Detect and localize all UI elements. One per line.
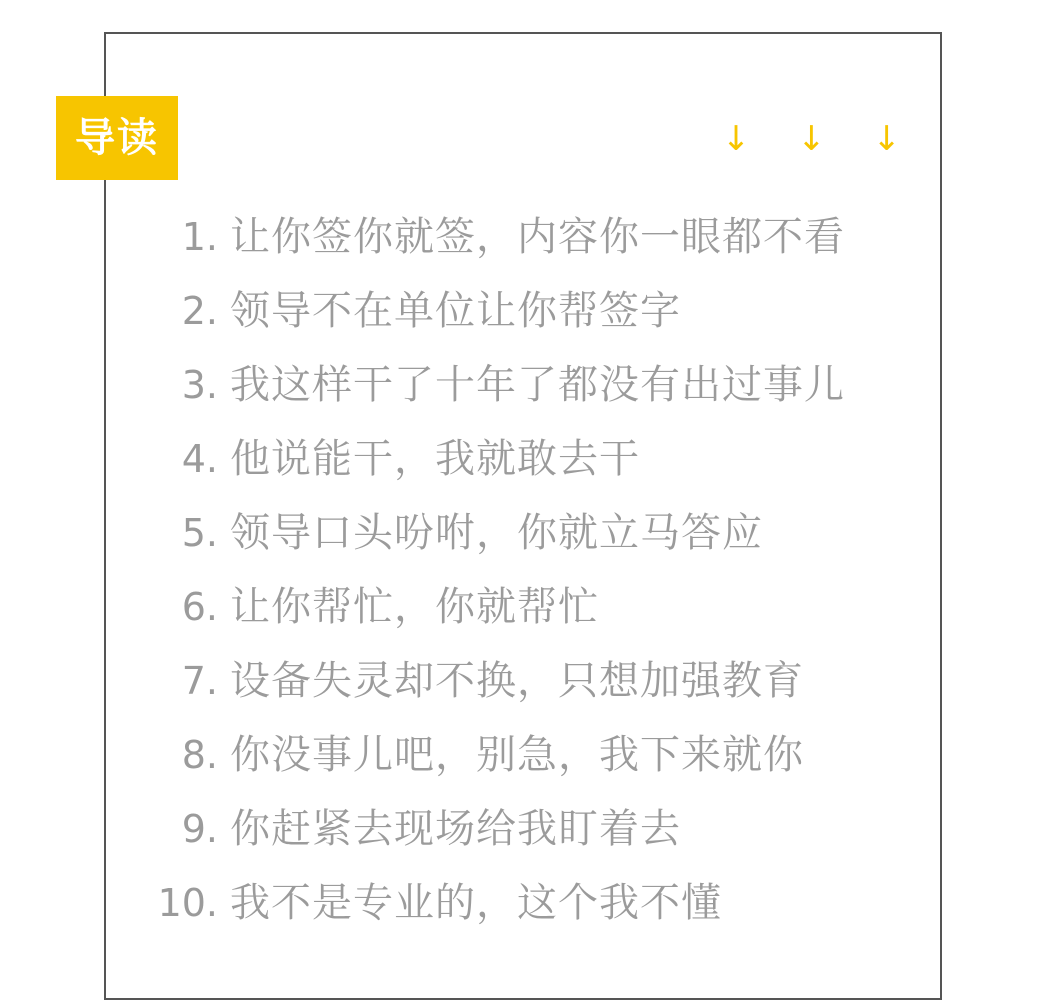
list-item-number: 3. — [181, 363, 218, 407]
list-item — [140, 279, 910, 343]
section-badge — [56, 96, 178, 180]
list-item — [140, 427, 910, 491]
list-item-number: 5. — [181, 511, 218, 555]
list-item-text: 领导不在单位让你帮签字 — [230, 288, 681, 334]
list-item-number: 4. — [181, 437, 218, 481]
list-item-text: 你没事儿吧，别急，我下来就你 — [230, 732, 804, 778]
list-item — [140, 575, 910, 639]
list-item-text: 设备失灵却不换，只想加强教育 — [230, 658, 804, 704]
list-item-text: 你赶紧去现场给我盯着去 — [230, 806, 681, 852]
list-item-text: 我不是专业的，这个我不懂 — [230, 880, 722, 926]
list-item-number: 2. — [181, 289, 218, 333]
list-item — [140, 205, 910, 269]
list-item — [140, 353, 910, 417]
list-item-text: 他说能干，我就敢去干 — [230, 436, 640, 482]
list-item-text: 让你帮忙，你就帮忙 — [230, 584, 599, 630]
list-item-number: 1. — [181, 215, 218, 259]
list-item — [140, 649, 910, 713]
list-item-number: 6. — [181, 585, 218, 629]
list-item-number: 8. — [181, 733, 218, 777]
list-item — [140, 871, 910, 935]
list-item-text: 我这样干了十年了都没有出过事儿 — [230, 362, 845, 408]
list-item — [140, 797, 910, 861]
list-item-text: 领导口头吩咐，你就立马答应 — [230, 510, 763, 556]
list-item — [140, 723, 910, 787]
list-item — [140, 501, 910, 565]
list-item-number: 9. — [181, 807, 218, 851]
down-arrows-icon: ↓ ↓ ↓ — [721, 119, 919, 159]
list-item-number: 10. — [157, 881, 218, 925]
numbered-list — [140, 205, 910, 945]
list-item-number: 7. — [181, 659, 218, 703]
section-badge-label: 导读 — [75, 116, 159, 160]
list-item-text: 让你签你就签，内容你一眼都不看 — [230, 214, 845, 260]
